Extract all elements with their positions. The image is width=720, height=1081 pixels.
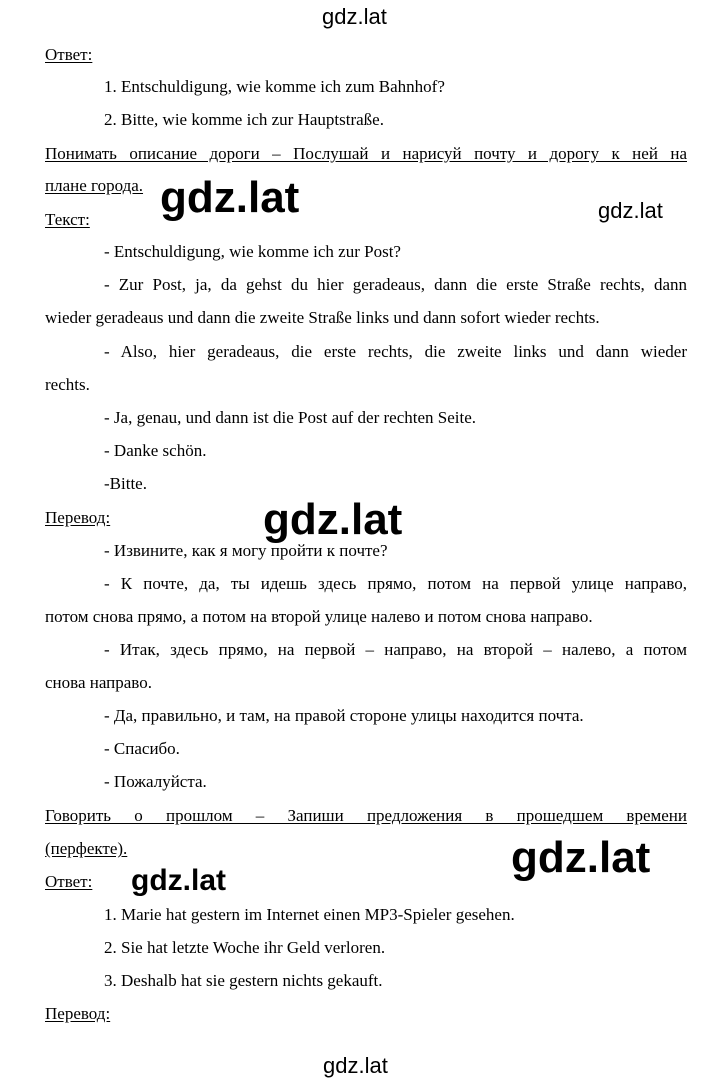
watermark-top: gdz.lat [322,4,387,29]
answer-item: 2. Sie hat letzte Woche ihr Geld verloren. [104,938,386,957]
watermark-medium: gdz.lat [131,864,226,897]
dialogue-line: wieder geradeaus und dann die zweite Straße links und dann sofort wieder rechts. [45,308,600,327]
translation-line: - Спасибо. [104,739,180,758]
dialogue-line: rechts. [45,375,90,394]
translation-line: - Да, правильно, и там, на правой стороне улицы находится почта. [104,706,584,725]
text-label: Текст: [45,210,90,229]
answer-item: 1. Entschuldigung, wie komme ich zum Bahnhof? [104,77,445,96]
dialogue-line: - Ja, genau, und dann ist die Post auf der rechten Seite. [104,408,477,427]
translation-label: Перевод: [45,1004,111,1023]
answer-label: Ответ: [45,872,93,891]
watermark-large: gdz.lat [511,833,651,882]
task-heading-cont: (перфекте). [45,839,128,858]
watermark-large: gdz.lat [263,495,403,544]
answer-item: 1. Marie hat gestern im Internet einen MP3-Spieler gesehen. [104,905,515,924]
dialogue-line: - Zur Post, ja, da gehst du hier geradeaus, dann die erste Straße rechts, dann [104,275,687,294]
task-heading: Понимать описание дороги – Послушай и нарисуй почту и дорогу к ней на [45,144,687,163]
watermark-large: gdz.lat [160,173,300,222]
translation-line: - Пожалуйста. [104,772,207,791]
watermark-right: gdz.lat [598,198,663,223]
task-heading: Говорить о прошлом – Запиши предложения в прошедшем времени [45,806,687,825]
translation-line: снова направо. [45,673,152,692]
translation-line: - Извините, как я могу пройти к почте? [104,541,388,560]
dialogue-line: -Bitte. [104,474,147,493]
task-heading-cont: плане города. [45,176,144,195]
answer-label: Ответ: [45,45,93,64]
translation-line: - Итак, здесь прямо, на первой – направо, на второй – налево, а потом [104,640,687,659]
translation-label: Перевод: [45,508,111,527]
translation-line: - К почте, да, ты идешь здесь прямо, потом на первой улице направо, [104,574,687,593]
dialogue-line: - Danke schön. [104,441,207,460]
answer-item: 3. Deshalb hat sie gestern nichts gekauft. [104,971,383,990]
answer-item: 2. Bitte, wie komme ich zur Hauptstraße. [104,110,384,129]
dialogue-line: - Also, hier geradeaus, die erste rechts, die zweite links und dann wieder [104,342,687,361]
translation-line: потом снова прямо, а потом на второй улице налево и потом снова направо. [45,607,593,626]
watermark-bottom: gdz.lat [323,1053,388,1078]
dialogue-line: - Entschuldigung, wie komme ich zur Post? [104,242,401,261]
